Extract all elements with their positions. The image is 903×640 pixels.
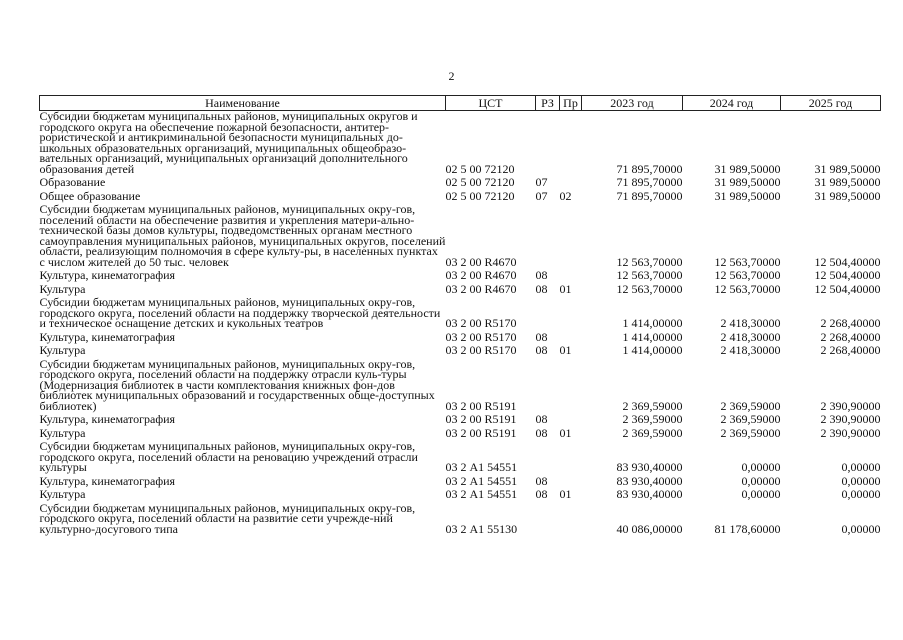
row-value-2025: 12 504,40000 bbox=[814, 268, 881, 282]
row-code: 03 2 А1 54551 bbox=[445, 487, 518, 501]
header-code: ЦСТ bbox=[446, 96, 536, 111]
row-value-2023: 71 895,70000 bbox=[616, 161, 683, 176]
row-value-2023: 83 930,40000 bbox=[616, 487, 683, 501]
row-pr bbox=[560, 441, 582, 476]
row-rz bbox=[536, 441, 560, 476]
row-pr bbox=[560, 111, 582, 178]
row-value-2024: 2 369,59000 bbox=[720, 398, 781, 413]
row-code: 03 2 А1 54551 bbox=[445, 473, 518, 488]
row-value-2024: 0,00000 bbox=[741, 473, 781, 488]
row-value-2025: 31 989,50000 bbox=[814, 161, 881, 176]
row-value-2023: 40 086,00000 bbox=[616, 521, 683, 536]
header-2025: 2025 год bbox=[781, 96, 881, 111]
row-rz: 07 bbox=[535, 188, 548, 203]
row-code: 02 5 00 72120 bbox=[445, 175, 515, 189]
row-value-2024: 12 563,70000 bbox=[714, 254, 781, 269]
row-value-2025: 0,00000 bbox=[841, 521, 881, 536]
row-value-2025: 2 268,40000 bbox=[820, 316, 881, 330]
header-2023: 2023 год bbox=[582, 96, 683, 111]
row-pr bbox=[560, 297, 582, 332]
row-code: 03 2 00 R5170 bbox=[445, 316, 517, 330]
row-rz: 08 bbox=[535, 281, 548, 296]
table-row bbox=[40, 297, 881, 332]
row-pr bbox=[560, 204, 582, 270]
row-pr: 02 bbox=[559, 188, 572, 203]
row-pr: 01 bbox=[559, 487, 572, 501]
row-value-2024: 2 418,30000 bbox=[720, 316, 781, 330]
row-pr: 01 bbox=[559, 281, 572, 296]
table-row bbox=[40, 359, 881, 415]
row-name: Культура bbox=[39, 343, 86, 357]
row-name: Субсидии бюджетам муниципальных районов, муниципальных окру-гов, городского округа, поселений области на развитие сети учрежде-ний культурно-досугового типа bbox=[39, 500, 416, 536]
row-code: 03 2 00 R4670 bbox=[445, 281, 517, 296]
row-rz bbox=[536, 297, 560, 332]
row-value-2025: 0,00000 bbox=[841, 473, 881, 488]
row-rz bbox=[536, 111, 560, 178]
table-row bbox=[40, 111, 881, 178]
row-value-2023: 71 895,70000 bbox=[616, 188, 683, 203]
row-rz bbox=[536, 359, 560, 415]
row-value-2023: 2 369,59000 bbox=[622, 425, 683, 440]
row-name: Субсидии бюджетам муниципальных районов, муниципальных округов и городского округа на обеспечение пожарной безопасности, антитер-рористической и антикриминальной безопасности муниципальных до-школьных образовательных организаций, муниципальных общеобразо-вательных организаций, муниципальных организаций дополнительного образования детей bbox=[39, 109, 418, 176]
row-name: Субсидии бюджетам муниципальных районов, муниципальных окру-гов, городского округа, поселений области на реновацию учреждений отрасли культуры bbox=[39, 439, 418, 474]
row-pr bbox=[560, 503, 582, 538]
row-value-2024: 2 418,30000 bbox=[720, 343, 781, 357]
row-value-2023: 12 563,70000 bbox=[616, 268, 683, 282]
page-number: 2 bbox=[448, 69, 455, 83]
row-value-2023: 1 414,00000 bbox=[622, 343, 683, 357]
row-rz: 08 bbox=[535, 487, 548, 501]
row-pr: 01 bbox=[559, 425, 572, 440]
row-rz bbox=[536, 503, 560, 538]
row-value-2025: 2 268,40000 bbox=[820, 329, 881, 344]
header-pr: Пр bbox=[560, 96, 582, 111]
row-value-2024: 2 369,59000 bbox=[720, 412, 781, 426]
row-value-2025: 12 504,40000 bbox=[814, 281, 881, 296]
row-value-2024: 0,00000 bbox=[741, 487, 781, 501]
row-rz: 08 bbox=[535, 268, 548, 282]
row-value-2023: 2 369,59000 bbox=[622, 398, 683, 413]
row-code: 03 2 00 R4670 bbox=[445, 268, 517, 282]
row-value-2024: 31 989,50000 bbox=[714, 188, 781, 203]
row-name: Культура bbox=[39, 281, 86, 296]
row-code: 03 2 00 R5191 bbox=[445, 425, 517, 440]
row-pr bbox=[560, 359, 582, 415]
row-rz: 08 bbox=[535, 329, 548, 344]
table-row bbox=[40, 503, 881, 538]
row-rz: 08 bbox=[535, 412, 548, 426]
row-name: Субсидии бюджетам муниципальных районов, муниципальных окру-гов, поселений области на обеспечение развития и укрепления матери-ально-технической базы домов культуры, подведомственных органам местного самоуправления муниципальных районов, муниципальных округов, поселений области, реализующим полномочия в сфере культу-ры, в населенных пунктах с числом жителей до 50 тыс. человек bbox=[39, 202, 446, 269]
header-2024: 2024 год bbox=[683, 96, 781, 111]
row-value-2024: 12 563,70000 bbox=[714, 281, 781, 296]
row-value-2023: 1 414,00000 bbox=[622, 316, 683, 330]
row-value-2024: 2 418,30000 bbox=[720, 329, 781, 344]
row-name: Культура, кинематография bbox=[39, 329, 176, 344]
row-code: 03 2 00 R5191 bbox=[445, 398, 517, 413]
row-pr: 01 bbox=[559, 343, 572, 357]
row-value-2024: 31 989,50000 bbox=[714, 161, 781, 176]
row-value-2025: 2 390,90000 bbox=[820, 425, 881, 440]
row-value-2025: 31 989,50000 bbox=[814, 188, 881, 203]
row-name: Культура, кинематография bbox=[39, 412, 176, 426]
row-value-2023: 2 369,59000 bbox=[622, 412, 683, 426]
row-value-2024: 2 369,59000 bbox=[720, 425, 781, 440]
row-name: Культура bbox=[39, 425, 86, 440]
row-value-2023: 83 930,40000 bbox=[616, 460, 683, 474]
row-value-2023: 71 895,70000 bbox=[616, 175, 683, 189]
row-value-2024: 0,00000 bbox=[741, 460, 781, 474]
row-value-2025: 2 268,40000 bbox=[820, 343, 881, 357]
row-value-2025: 0,00000 bbox=[841, 487, 881, 501]
row-value-2024: 12 563,70000 bbox=[714, 268, 781, 282]
row-name: Культура bbox=[39, 487, 86, 501]
row-code: 03 2 А1 55130 bbox=[445, 521, 518, 536]
table-body bbox=[40, 111, 881, 538]
row-name: Культура, кинематография bbox=[39, 268, 176, 282]
row-value-2023: 83 930,40000 bbox=[616, 473, 683, 488]
row-code: 03 2 00 R5191 bbox=[445, 412, 517, 426]
row-rz: 08 bbox=[535, 473, 548, 488]
row-code: 03 2 00 R5170 bbox=[445, 329, 517, 344]
row-code: 03 2 00 R5170 bbox=[445, 343, 517, 357]
row-rz: 08 bbox=[535, 343, 548, 357]
row-rz bbox=[536, 204, 560, 270]
row-name: Субсидии бюджетам муниципальных районов, муниципальных окру-гов, городского округа, поселений области на поддержку творческой деятельности и техническое оснащение детских и кукольных театров bbox=[39, 295, 441, 330]
row-value-2025: 2 390,90000 bbox=[820, 398, 881, 413]
header-rz: РЗ bbox=[536, 96, 560, 111]
row-name: Культура, кинематография bbox=[39, 473, 176, 488]
budget-table bbox=[39, 95, 881, 537]
row-value-2024: 31 989,50000 bbox=[714, 175, 781, 189]
row-value-2024: 81 178,60000 bbox=[714, 521, 781, 536]
row-rz: 08 bbox=[535, 425, 548, 440]
table-row bbox=[40, 204, 881, 270]
row-rz: 07 bbox=[535, 175, 548, 189]
row-name: Образование bbox=[39, 175, 106, 189]
row-value-2025: 2 390,90000 bbox=[820, 412, 881, 426]
row-code: 02 5 00 72120 bbox=[445, 188, 515, 203]
row-value-2023: 12 563,70000 bbox=[616, 254, 683, 269]
row-value-2025: 0,00000 bbox=[841, 460, 881, 474]
row-name: Общее образование bbox=[39, 188, 141, 203]
row-value-2023: 12 563,70000 bbox=[616, 281, 683, 296]
row-value-2023: 1 414,00000 bbox=[622, 329, 683, 344]
row-code: 02 5 00 72120 bbox=[445, 161, 515, 176]
table-row bbox=[40, 441, 881, 476]
row-code: 03 2 00 R4670 bbox=[445, 254, 517, 269]
header-name: Наименование bbox=[40, 96, 446, 111]
row-value-2025: 31 989,50000 bbox=[814, 175, 881, 189]
row-name: Субсидии бюджетам муниципальных районов, муниципальных окру-гов, городского округа, поселений области на поддержку отрасли куль-туры (Модернизация библиотек в части комплектования книжных фон-дов библиотек муниципальных образований и государственных обще-доступных библиотек) bbox=[39, 356, 435, 413]
row-code: 03 2 А1 54551 bbox=[445, 460, 518, 474]
row-value-2025: 12 504,40000 bbox=[814, 254, 881, 269]
